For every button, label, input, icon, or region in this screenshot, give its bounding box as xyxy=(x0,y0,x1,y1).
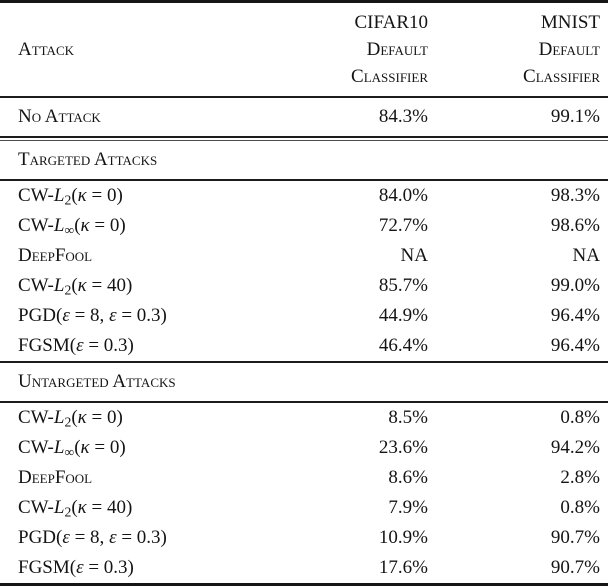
attack-label xyxy=(18,98,278,136)
cifar10-value: 44.9% xyxy=(378,305,428,326)
mnist-value: NA xyxy=(572,245,600,266)
label-segment: = 8, xyxy=(69,527,110,548)
label-segment: 2 xyxy=(64,504,72,520)
label-segment: DeepFool xyxy=(18,245,93,266)
mnist-value: 98.3% xyxy=(550,185,600,206)
header-cifar10-line3: Classifier xyxy=(351,66,428,87)
label-segment: ε xyxy=(109,305,117,326)
label-segment: PGD( xyxy=(18,527,63,548)
label-segment: = 0) xyxy=(89,437,126,458)
cifar10-value: 8.6% xyxy=(388,467,428,488)
table-row xyxy=(0,463,608,493)
table-row xyxy=(0,493,608,523)
label-segment: ( xyxy=(74,437,81,458)
table-row xyxy=(0,523,608,553)
table-row xyxy=(0,331,608,361)
label-segment: ε xyxy=(62,305,70,326)
header-mnist-line3: Classifier xyxy=(523,66,600,87)
label-segment: L xyxy=(53,215,65,236)
label-segment: L xyxy=(53,497,65,518)
label-segment: = 0.3) xyxy=(83,557,134,578)
label-segment: κ xyxy=(77,185,87,206)
table-row xyxy=(0,301,608,331)
cifar10-value: 46.4% xyxy=(378,335,428,356)
label-segment: = 0) xyxy=(86,185,123,206)
label-segment: ε xyxy=(109,527,117,548)
label-segment: L xyxy=(53,185,65,206)
cifar10-value: 17.6% xyxy=(378,557,428,578)
attack-label xyxy=(18,523,278,553)
table-body xyxy=(0,98,608,583)
cifar10-value: 7.9% xyxy=(388,497,428,518)
attack-label xyxy=(18,271,278,301)
mnist-value: 96.4% xyxy=(550,335,600,356)
label-segment: PGD( xyxy=(18,305,63,326)
cifar10-value: 72.7% xyxy=(378,215,428,236)
table-row xyxy=(0,553,608,583)
label-segment: L xyxy=(53,275,65,296)
attack-label xyxy=(18,463,278,493)
mnist-value: 0.8% xyxy=(560,407,600,428)
attack-label xyxy=(18,403,278,433)
cifar10-value: 10.9% xyxy=(378,527,428,548)
label-segment: L xyxy=(53,437,65,458)
label-segment: No Attack xyxy=(18,106,101,127)
label-segment: = 0.3) xyxy=(116,527,167,548)
section-title: Untargeted Attacks xyxy=(18,371,176,392)
label-segment: 2 xyxy=(64,414,72,430)
label-segment: κ xyxy=(77,497,87,518)
label-segment: ( xyxy=(71,407,78,428)
table-row xyxy=(0,98,608,136)
label-segment: κ xyxy=(80,437,90,458)
label-segment: = 0) xyxy=(89,215,126,236)
label-segment: κ xyxy=(77,407,87,428)
attack-label xyxy=(18,433,278,463)
cifar10-value: NA xyxy=(400,245,428,266)
table-row xyxy=(0,241,608,271)
label-segment: DeepFool xyxy=(18,467,93,488)
header-cifar10 xyxy=(278,9,428,90)
label-segment: ε xyxy=(62,527,70,548)
mnist-value: 99.0% xyxy=(550,275,600,296)
mnist-value: 99.1% xyxy=(550,106,600,127)
table-row xyxy=(0,433,608,463)
label-segment: ∞ xyxy=(64,222,75,238)
mnist-value: 90.7% xyxy=(550,527,600,548)
table-row xyxy=(0,181,608,211)
attack-label xyxy=(18,493,278,523)
cifar10-value: 84.0% xyxy=(378,185,428,206)
header-mnist-line2: Default xyxy=(538,39,600,60)
label-segment: ε xyxy=(76,335,84,356)
label-segment: = 0.3) xyxy=(83,335,134,356)
label-segment: 2 xyxy=(64,192,72,208)
cifar10-value: 8.5% xyxy=(388,407,428,428)
label-segment: CW- xyxy=(18,437,54,458)
attack-label xyxy=(18,553,278,583)
header-cifar10-line2: Default xyxy=(366,39,428,60)
label-segment: = 0.3) xyxy=(116,305,167,326)
cifar10-value: 85.7% xyxy=(378,275,428,296)
mnist-value: 98.6% xyxy=(550,215,600,236)
mnist-value: 0.8% xyxy=(560,497,600,518)
attack-label xyxy=(18,241,278,271)
mnist-value: 96.4% xyxy=(550,305,600,326)
attack-label xyxy=(18,181,278,211)
label-segment: ε xyxy=(76,557,84,578)
label-segment: ( xyxy=(71,185,78,206)
label-segment: CW- xyxy=(18,497,54,518)
table-row xyxy=(0,403,608,433)
label-segment: ( xyxy=(71,497,78,518)
mnist-value: 94.2% xyxy=(550,437,600,458)
label-segment: CW- xyxy=(18,407,54,428)
label-segment: 2 xyxy=(64,282,72,298)
attack-label xyxy=(18,211,278,241)
header-cifar10-line1: CIFAR10 xyxy=(354,12,428,33)
label-segment: = 8, xyxy=(69,305,110,326)
mnist-value: 2.8% xyxy=(560,467,600,488)
header-mnist-line1: MNIST xyxy=(540,12,600,33)
label-segment: κ xyxy=(80,215,90,236)
cifar10-value: 84.3% xyxy=(378,106,428,127)
mnist-value: 90.7% xyxy=(550,557,600,578)
cifar10-value: 23.6% xyxy=(378,437,428,458)
label-segment: CW- xyxy=(18,185,54,206)
label-segment: CW- xyxy=(18,215,54,236)
label-segment: L xyxy=(53,407,65,428)
table-header xyxy=(0,3,608,96)
attack-label xyxy=(18,331,278,361)
section-title: Targeted Attacks xyxy=(18,149,158,170)
label-segment: ( xyxy=(74,215,81,236)
label-segment: = 0) xyxy=(86,407,123,428)
label-segment: = 40) xyxy=(86,275,133,296)
label-segment: κ xyxy=(77,275,87,296)
label-segment: ( xyxy=(71,275,78,296)
header-mnist xyxy=(428,9,600,90)
header-attack: Attack xyxy=(18,39,75,60)
table-row xyxy=(0,211,608,241)
label-segment: ∞ xyxy=(64,444,75,460)
label-segment: FGSM( xyxy=(18,557,77,578)
attack-label xyxy=(18,301,278,331)
table-row xyxy=(0,271,608,301)
label-segment: CW- xyxy=(18,275,54,296)
label-segment: FGSM( xyxy=(18,335,77,356)
label-segment: = 40) xyxy=(86,497,133,518)
